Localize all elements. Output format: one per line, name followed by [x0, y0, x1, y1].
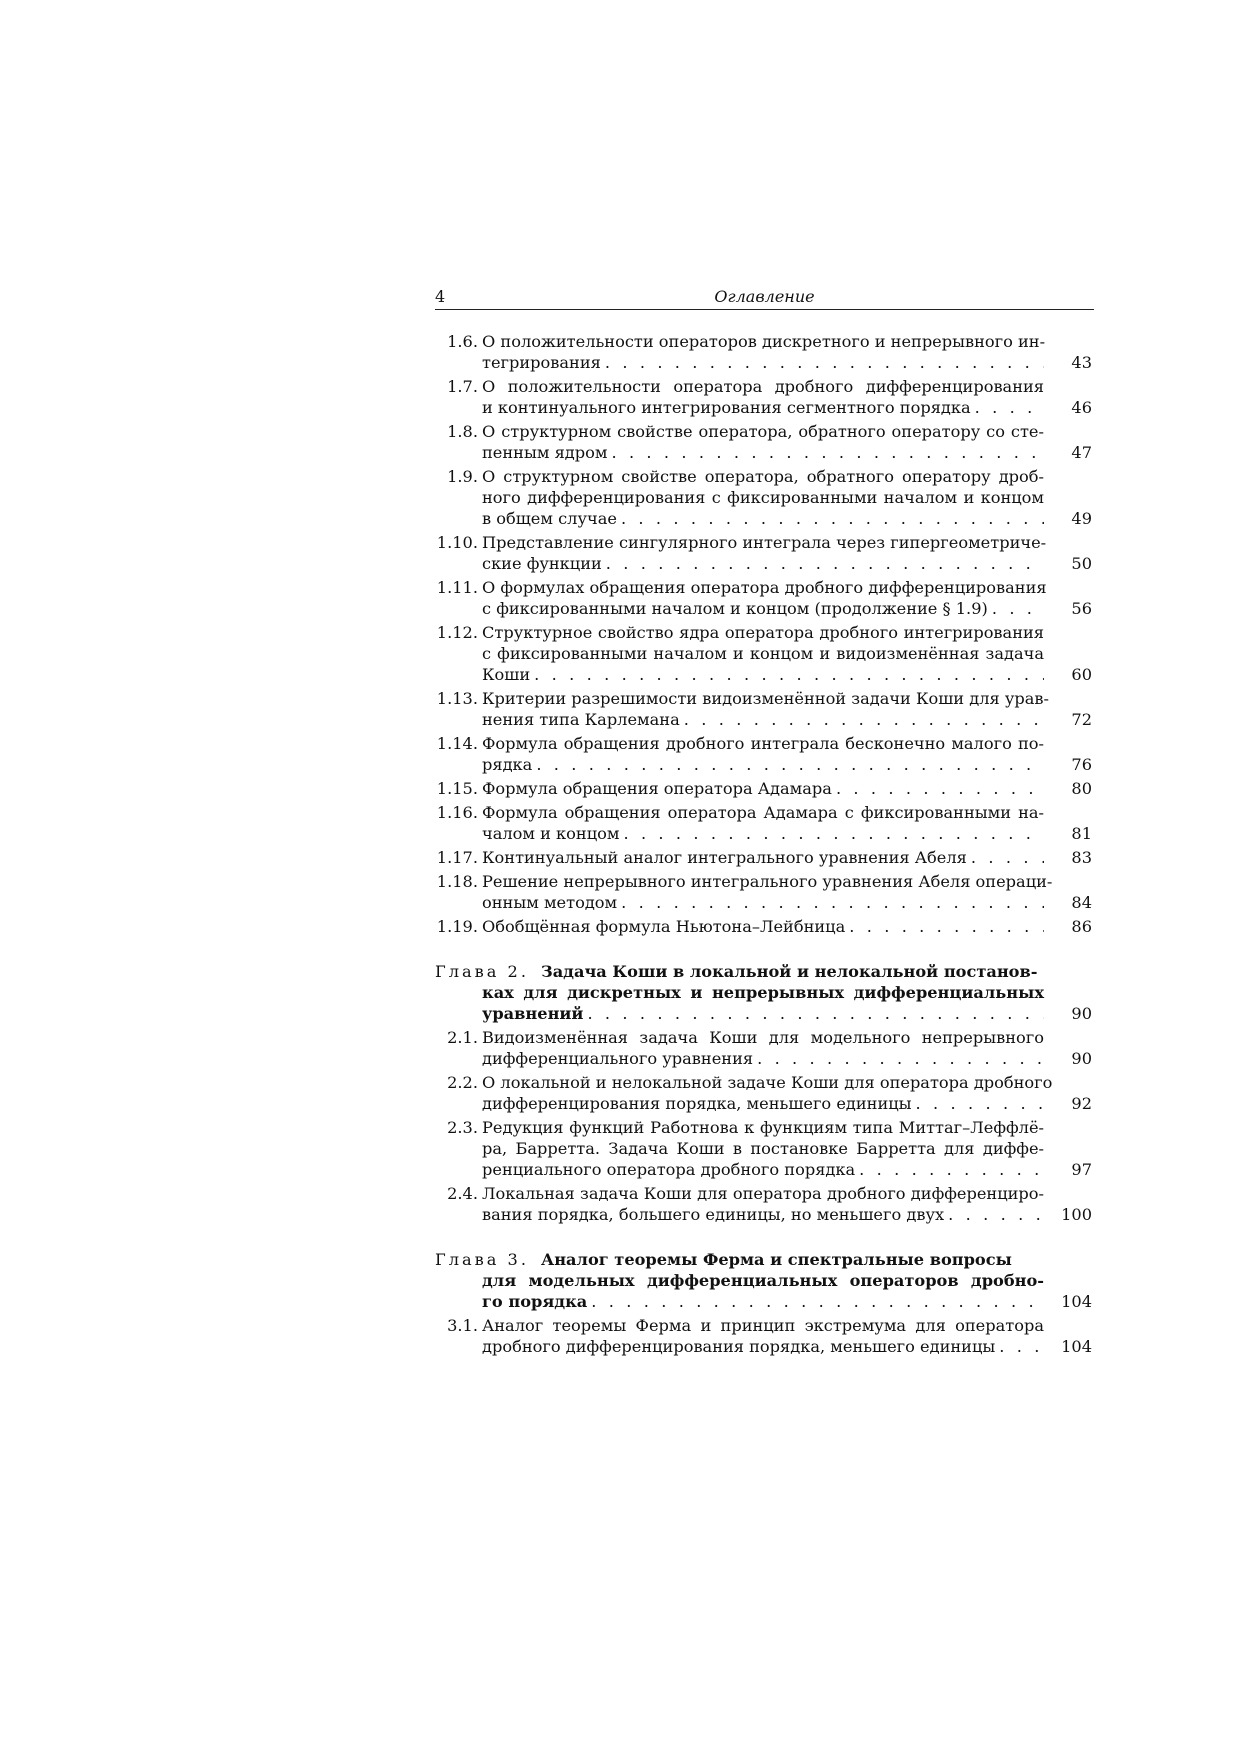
page-ref: 50	[1071, 554, 1092, 573]
entry-title-line: Формула обращения оператора Адамара	[482, 779, 832, 798]
entry-body	[482, 847, 1094, 868]
entry-title-line: ские функции	[482, 554, 602, 573]
entry-last-line	[482, 664, 1092, 685]
toc-entry	[435, 847, 1094, 868]
page-ref: 60	[1071, 665, 1092, 684]
entry-body	[482, 577, 1094, 619]
toc-entry	[435, 577, 1094, 619]
entry-last-line	[482, 1159, 1092, 1180]
toc-entry	[435, 622, 1094, 685]
chapter-title-line: для модельных дифференциальных операторов дробно-	[482, 1271, 1044, 1290]
entry-last-line	[482, 709, 1092, 730]
section-number: 2.3.	[447, 1118, 478, 1137]
entry-title-line: Видоизменённая задача Коши для модельного непрерывного	[482, 1028, 1044, 1047]
entry-body	[482, 1117, 1094, 1180]
section-number: 1.18.	[436, 872, 478, 891]
page-number: 4	[435, 287, 446, 306]
toc-entry	[435, 802, 1094, 844]
chapter-title-line: ках для дискретных и непрерывных дифференциальных	[482, 983, 1044, 1002]
entry-title-line: Локальная задача Коши для оператора дробного дифференциро-	[482, 1184, 1044, 1203]
dot-leader	[621, 892, 1044, 913]
entry-body	[482, 802, 1094, 844]
section-number: 3.1.	[447, 1316, 478, 1335]
chapter-title-line: уравнений	[482, 1004, 584, 1023]
entry-title-line: О формулах обращения оператора дробного дифференцирования	[482, 578, 1047, 597]
chapter-body	[435, 961, 1094, 1024]
toc-entry	[435, 1072, 1094, 1114]
page-ref: 46	[1071, 398, 1092, 417]
entry-title-line: О структурном свойстве оператора, обратного оператору дроб-	[482, 467, 1044, 486]
dot-leader	[623, 823, 1044, 844]
chapter-body	[435, 1249, 1094, 1312]
dot-leader	[971, 847, 1044, 868]
page-ref: 84	[1071, 893, 1092, 912]
entry-title-line: дифференцирования порядка, меньшего единицы	[482, 1094, 912, 1113]
entry-title-line: Обобщённая формула Ньютона–Лейбница	[482, 917, 846, 936]
entry-body	[482, 1072, 1094, 1114]
entry-title-line: с фиксированными началом и концом (продолжение § 1.9)	[482, 599, 988, 618]
toc-entry	[435, 466, 1094, 529]
entry-title-line: Коши	[482, 665, 531, 684]
toc-entry	[435, 778, 1094, 799]
page-ref: 104	[1061, 1337, 1092, 1356]
dot-leader	[611, 442, 1044, 463]
entry-body	[482, 778, 1094, 799]
section-number: 1.10.	[436, 533, 478, 552]
toc-entry	[435, 331, 1094, 373]
chapter-label: Глава 3.	[435, 1250, 530, 1269]
entry-last-line	[482, 553, 1092, 574]
toc-entry	[435, 1315, 1094, 1357]
entry-last-line	[482, 508, 1092, 529]
page-ref: 90	[1071, 1049, 1092, 1068]
entry-body	[482, 376, 1094, 418]
page-ref: 76	[1071, 755, 1092, 774]
section-number: 1.19.	[436, 917, 478, 936]
chapter-last-line	[435, 1291, 1092, 1312]
entry-body	[482, 622, 1094, 685]
page-ref: 81	[1071, 824, 1092, 843]
entry-title-line: онным методом	[482, 893, 618, 912]
chapter-title: Задача Коши в локальной и нелокальной постанов-	[541, 962, 1038, 981]
page-ref: 90	[1071, 1004, 1092, 1023]
entry-last-line	[482, 397, 1092, 418]
entry-title-line: Структурное свойство ядра оператора дробного интегрирования	[482, 623, 1044, 642]
chapter-title: Аналог теоремы Ферма и спектральные вопросы	[541, 1250, 1012, 1269]
entry-body	[482, 1183, 1094, 1225]
dot-leader	[757, 1048, 1044, 1069]
entry-body	[482, 733, 1094, 775]
dot-leader	[591, 1291, 1044, 1312]
entry-title-line: ного дифференцирования с фиксированными началом и концом	[482, 488, 1044, 507]
entry-last-line	[482, 1336, 1092, 1357]
dot-leader	[849, 916, 1044, 937]
dot-leader	[916, 1093, 1044, 1114]
entry-title-line: дробного дифференцирования порядка, меньшего единицы	[482, 1337, 996, 1356]
page-ref: 83	[1071, 848, 1092, 867]
entry-body	[482, 532, 1094, 574]
entry-title-line: тегрирования	[482, 353, 601, 372]
entry-title-line: ренциального оператора дробного порядка	[482, 1160, 856, 1179]
dot-leader	[992, 598, 1044, 619]
page-ref: 97	[1071, 1160, 1092, 1179]
page-ref: 56	[1071, 599, 1092, 618]
chapter-heading	[435, 961, 1094, 1024]
section-number: 1.16.	[436, 803, 478, 822]
page-ref: 47	[1071, 443, 1092, 462]
section-number: 1.9.	[447, 467, 478, 486]
entry-title-line: Континуальный аналог интегрального уравнения Абеля	[482, 848, 967, 867]
chapter-title-line: го порядка	[482, 1292, 588, 1311]
toc-entry	[435, 688, 1094, 730]
entry-title-line: ра, Барретта. Задача Коши в постановке Барретта для диффе-	[482, 1139, 1044, 1158]
dot-leader	[948, 1204, 1044, 1225]
chapter-heading	[435, 1249, 1094, 1312]
page-ref: 43	[1071, 353, 1092, 372]
entry-body	[482, 466, 1094, 529]
section-number: 2.4.	[447, 1184, 478, 1203]
section-number: 1.12.	[436, 623, 478, 642]
entry-last-line	[482, 352, 1092, 373]
section-number: 1.13.	[436, 689, 478, 708]
toc-entry	[435, 733, 1094, 775]
dot-leader	[836, 778, 1044, 799]
section-number: 2.1.	[447, 1028, 478, 1047]
entry-body	[482, 871, 1094, 913]
entry-last-line	[482, 754, 1092, 775]
toc-entry	[435, 1027, 1094, 1069]
running-header	[435, 283, 1094, 310]
entry-last-line	[482, 892, 1092, 913]
section-number: 2.2.	[447, 1073, 478, 1092]
entry-title-line: рядка	[482, 755, 533, 774]
dot-leader	[621, 508, 1044, 529]
entry-title-line: Критерии разрешимости видоизменённой задачи Коши для урав-	[482, 689, 1049, 708]
entry-last-line	[482, 847, 1092, 868]
entry-title-line: вания порядка, большего единицы, но меньшего двух	[482, 1205, 945, 1224]
entry-body	[482, 331, 1094, 373]
chapter-title-line	[435, 961, 1038, 982]
entry-title-line: Представление сингулярного интеграла через гипергеометриче-	[482, 533, 1047, 552]
section-number: 1.6.	[447, 332, 478, 351]
toc-entry	[435, 916, 1094, 937]
entry-last-line	[482, 442, 1092, 463]
dot-leader	[975, 397, 1044, 418]
table-of-contents	[435, 331, 1094, 1360]
toc-entry	[435, 532, 1094, 574]
dot-leader	[859, 1159, 1044, 1180]
entry-title-line: нения типа Карлемана	[482, 710, 680, 729]
entry-title-line: О положительности оператора дробного дифференцирования	[482, 377, 1044, 396]
toc-entry	[435, 376, 1094, 418]
chapter-last-line	[435, 1003, 1092, 1024]
entry-title-line: Редукция функций Работнова к функциям типа Миттаг–Леффлё-	[482, 1118, 1044, 1137]
entry-title-line: Аналог теоремы Ферма и принцип экстремума для оператора	[482, 1316, 1044, 1335]
entry-title-line: пенным ядром	[482, 443, 608, 462]
toc-entry	[435, 1117, 1094, 1180]
chapter-title-line	[435, 1249, 1012, 1270]
dot-leader	[684, 709, 1044, 730]
toc-entry	[435, 1183, 1094, 1225]
entry-last-line	[482, 598, 1092, 619]
dot-leader	[606, 553, 1044, 574]
entry-last-line	[482, 778, 1092, 799]
running-title: Оглавление	[714, 287, 815, 306]
page-ref: 49	[1071, 509, 1092, 528]
toc-entry	[435, 871, 1094, 913]
section-number: 1.8.	[447, 422, 478, 441]
entry-title-line: Формула обращения оператора Адамара с фиксированными на-	[482, 803, 1044, 822]
entry-title-line: О структурном свойстве оператора, обратного оператору со сте-	[482, 422, 1044, 441]
entry-body	[482, 421, 1094, 463]
entry-last-line	[482, 1048, 1092, 1069]
entry-last-line	[482, 1204, 1092, 1225]
chapter-label: Глава 2.	[435, 962, 530, 981]
entry-title-line: дифференциального уравнения	[482, 1049, 754, 1068]
page-ref: 80	[1071, 779, 1092, 798]
section-number: 1.7.	[447, 377, 478, 396]
section-number: 1.15.	[436, 779, 478, 798]
toc-entry	[435, 421, 1094, 463]
dot-leader	[534, 664, 1044, 685]
dot-leader	[605, 352, 1044, 373]
entry-body	[482, 1315, 1094, 1357]
entry-title-line: Решение непрерывного интегрального уравнения Абеля операци-	[482, 872, 1053, 891]
page-ref: 72	[1071, 710, 1092, 729]
entry-body	[482, 688, 1094, 730]
page-ref: 92	[1071, 1094, 1092, 1113]
section-number: 1.17.	[436, 848, 478, 867]
entry-title-line: Формула обращения дробного интеграла бесконечно малого по-	[482, 734, 1044, 753]
section-number: 1.14.	[436, 734, 478, 753]
page-ref: 104	[1061, 1292, 1092, 1311]
entry-title-line: О положительности операторов дискретного и непрерывного ин-	[482, 332, 1046, 351]
entry-title-line: чалом и концом	[482, 824, 620, 843]
entry-title-line: и континуального интегрирования сегментного порядка	[482, 398, 971, 417]
dot-leader	[587, 1003, 1044, 1024]
dot-leader	[536, 754, 1044, 775]
page-ref: 86	[1071, 917, 1092, 936]
entry-body	[482, 916, 1094, 937]
entry-title-line: в общем случае	[482, 509, 617, 528]
entry-body	[482, 1027, 1094, 1069]
entry-last-line	[482, 916, 1092, 937]
page-ref: 100	[1061, 1205, 1092, 1224]
entry-last-line	[482, 823, 1092, 844]
entry-title-line: О локальной и нелокальной задаче Коши для оператора дробного	[482, 1073, 1053, 1092]
entry-last-line	[482, 1093, 1092, 1114]
entry-title-line: с фиксированными началом и концом и видоизменённая задача	[482, 644, 1044, 663]
dot-leader	[999, 1336, 1044, 1357]
section-number: 1.11.	[436, 578, 478, 597]
